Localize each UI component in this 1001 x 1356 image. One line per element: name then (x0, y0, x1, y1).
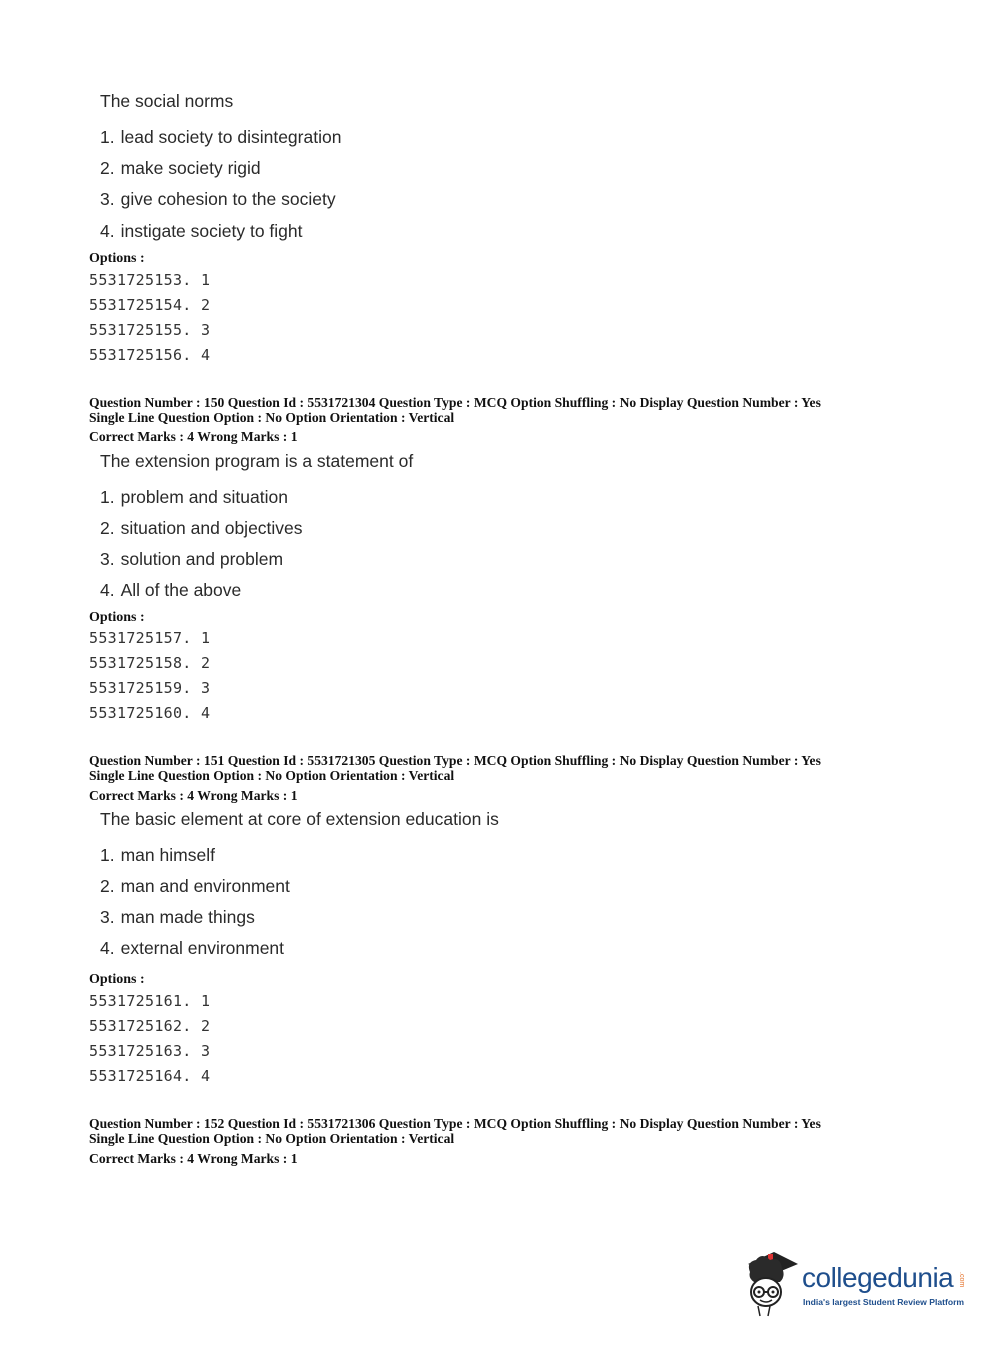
question-marks: Correct Marks : 4 Wrong Marks : 1 (89, 788, 298, 803)
choice-2: 2. man and environment (100, 876, 290, 896)
choice-1: 1. problem and situation (100, 487, 288, 507)
choice-2: 2. situation and objectives (100, 518, 303, 538)
option-id: 5531725154. 2 (89, 296, 211, 314)
logo-tagline: India's largest Student Review Platform (803, 1297, 965, 1307)
question-meta-line-2: Single Line Question Option : No Option Orientation : Vertical (89, 768, 455, 783)
mascot-icon (740, 1248, 800, 1318)
option-id: 5531725156. 4 (89, 346, 211, 364)
collegedunia-logo (740, 1248, 972, 1318)
question-meta-line-1: Question Number : 150 Question Id : 5531721304 Question Type : MCQ Option Shuffling : No Display Question Number : Yes (89, 395, 821, 410)
question-meta-line-2: Single Line Question Option : No Option Orientation : Vertical (89, 410, 455, 425)
option-id: 5531725157. 1 (89, 629, 211, 647)
option-id: 5531725160. 4 (89, 704, 211, 722)
option-id: 5531725153. 1 (89, 271, 211, 289)
option-id: 5531725162. 2 (89, 1017, 211, 1035)
question-meta-line-1: Question Number : 152 Question Id : 5531721306 Question Type : MCQ Option Shuffling : No Display Question Number : Yes (89, 1116, 821, 1131)
options-label: Options : (89, 972, 145, 987)
question-stem: The basic element at core of extension education is (100, 809, 499, 829)
choice-4: 4. external environment (100, 938, 285, 958)
choice-4: 4. All of the above (100, 580, 242, 600)
option-id: 5531725155. 3 (89, 321, 211, 339)
logo-brand-text: collegedunia (802, 1262, 954, 1293)
option-id: 5531725159. 3 (89, 679, 211, 697)
choice-3: 3. man made things (100, 907, 255, 927)
question-stem: The extension program is a statement of (100, 451, 414, 471)
choice-3: 3. solution and problem (100, 549, 284, 569)
option-id: 5531725158. 2 (89, 654, 211, 672)
logo-com-text: .com (958, 1272, 965, 1288)
question-stem: The social norms (100, 91, 234, 111)
option-id: 5531725163. 3 (89, 1042, 211, 1060)
option-id: 5531725164. 4 (89, 1067, 211, 1085)
options-label: Options : (89, 251, 145, 266)
question-marks: Correct Marks : 4 Wrong Marks : 1 (89, 1151, 298, 1166)
choice-1: 1. man himself (100, 845, 215, 865)
question-meta-line-2: Single Line Question Option : No Option Orientation : Vertical (89, 1131, 455, 1146)
options-label: Options : (89, 610, 145, 625)
choice-4: 4. instigate society to fight (100, 221, 303, 241)
question-marks: Correct Marks : 4 Wrong Marks : 1 (89, 429, 298, 444)
choice-2: 2. make society rigid (100, 158, 261, 178)
option-id: 5531725161. 1 (89, 992, 211, 1010)
choice-1: 1. lead society to disintegration (100, 127, 342, 147)
question-meta-line-1: Question Number : 151 Question Id : 5531721305 Question Type : MCQ Option Shuffling : No Display Question Number : Yes (89, 753, 821, 768)
choice-3: 3. give cohesion to the society (100, 189, 336, 209)
